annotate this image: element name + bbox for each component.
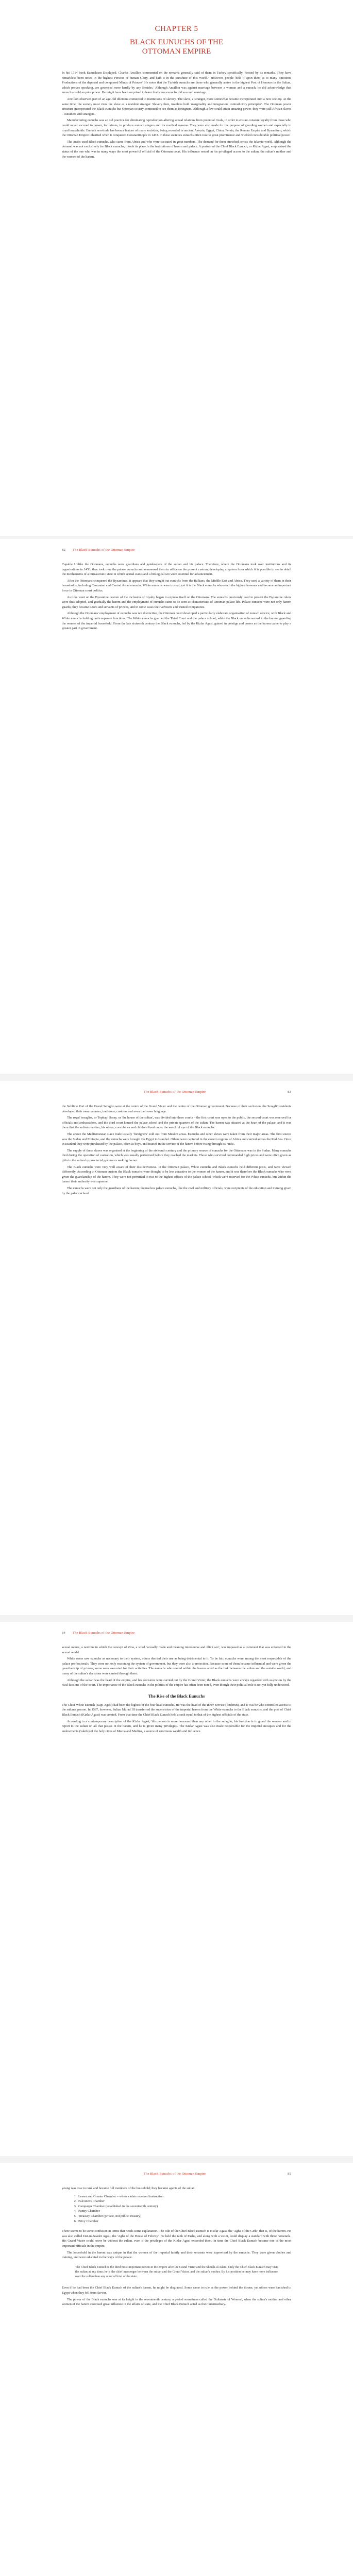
paragraph: The supply of these slaves was organised at the beginning of the sixteenth century and the primary source of eunuchs for the Ottomans was in the Sudan. Many eunuchs died during the operation of castration, which was usually performed before they reached the markets. Those who survived commanded high prices and were often given as gifts to the sultan by provincial governors seeking favour. (62, 1148, 291, 1162)
running-head (62, 539, 291, 552)
section-heading: The Rise of the Black Eunuchs (148, 1693, 205, 1699)
running-head (62, 2163, 291, 2176)
paragraph: Ancillon observed part of an age-old dilemma connected to institutions of slavery. The slave, a stranger, more somewhat became incorporated into a new society. At the same time, the society must view the slave as a resident stranger. Slavery then, involves both 'marginality and integration, contradictory principles'. The Ottoman power structure incorporated the Black eunuchs but Ottoman society continued to see them as foreigners. Although a few could attain amazing power, they were still African slaves – outsiders and strangers. (62, 97, 291, 116)
book-page-4 (0, 1622, 353, 2156)
book-page-2 (0, 539, 353, 1074)
chapter-title (62, 38, 291, 56)
paragraph: There seems to be some confusion in terms that needs some explanation. The title of the Chief Black Eunuch is Kizlar Agasi, the 'Agha of the Girls', that is, of the harem. He was also called Dar-us-Saadet Agasi, the 'Agha of the House of Felicity'. He held the rank of Pasha, and along with a vizier, could display a standard with three horsetails. His Grand Vizier could never be without the sultan, even if the privileges of the Kizlar Agasi exceeded them. In time the Chief Black Eunuch became one of the most important officials in the empire. (62, 2229, 291, 2248)
paragraph: The Chief White Eunuch (Kapi Agasi) had been the highest of the four head eunuchs. He was the head of the Inner Service (Enderun), and it was he who controlled access to the sultan's person. In 1587, however, Sultan Murad III transferred the supervision of the imperial harem from the White eunuchs to the Black eunuchs, and the post of Chief Black Eunuch (Kizlar Agasi) was created. From that time the Chief Black Eunuch held a rank equal to that of the highest officials of the state. (62, 1703, 291, 1717)
paragraph: As time went on the Byzantine custom of the inclusion of royalty began to express itself on the Ottomans. The eunuchs previously used to protect the Byzantine rulers were thus adopted, and gradually the harem and the employment of eunuchs came to be seen as characteristic of Ottoman palace life. Palace eunuchs were not only harem guards; they became tutors and servants of princes, and in some cases their advisers and trusted companions. (62, 595, 291, 609)
book-page-1 (0, 0, 353, 536)
list-item: 5. Treasury Chamber (private, not public treasury) (77, 2214, 291, 2219)
running-head-title: The Black Eunuchs of the Ottoman Empire (72, 1631, 135, 1635)
paragraph: The Arabs used Black eunuchs, who came from Africa and who were castrated in great numbers. The demand for them stretched across the Islamic world. Although the demand was not exclusively for Black eunuchs, it took its place in the institutions of harem and palace. A portrait of the Chief Black Eunuch, or Kizlar Agasi, emphasised the status of the one who was in many ways the most powerful official of the Ottoman court. His influence rested on his privileged access to the sultan, the sultan's mother and the women of the harem. (62, 140, 291, 159)
page-number: 85 (288, 2172, 291, 2176)
paragraph: The Black eunuchs were very well aware of their distinctiveness. In the Ottoman palace, White eunuchs and Black eunuchs held different posts, and were viewed differently. According to Ottoman custom the Black eunuchs were thought to be less attractive to the women of the harem, and it was therefore the Black eunuchs who were given the guardianship of the harem. They were not permitted to rise to the highest offices of the palace school, which were reserved for the White eunuchs, but within the harem their authority was supreme. (62, 1165, 291, 1184)
paragraph: sexual nature, a nervous in which the concept of Zina, a word 'sexually made and meaning intercourse and illicit sex', was imposed as a comment that was enforced in the sexual world. (62, 1646, 291, 1654)
paragraph: young was rose to rank and became full members of the household; they became agents of the sultan. (62, 2187, 196, 2190)
paragraph: Capable Unlike the Ottomans, eunuchs were guardians and gatekeepers of the sultan and his palace. Therefore, where the Ottomans took over institutions and its organisations in 1453, they took over the palace eunuchs and reassessed them to office on the present custom, developing a system from which it is possible to see in detail the mechanisms of a bureaucratic state in which sexual status and a biological sex were essential for advancement. (62, 563, 291, 577)
page-number: 83 (288, 1090, 291, 1094)
paragraph: Although the Ottomans' employment of eunuchs was not distinctive, the Ottoman court developed a particularly elaborate organisation of eunuch service, with Black and White eunuchs holding quite separate functions. The White eunuchs guarded the Third Court and the palace school, while the Black eunuchs served in the harem, guarding the women of the imperial household. From the late sixteenth century the Black eunuchs, led by the Kizlar Agasi, gained in prestige and power as the harem came to play a greater part in government. (62, 612, 291, 631)
paragraph: Manufacturing eunuchs was an old practice for eliminating reproduction-altering sexual relations from potential rivals, in order to ensure constant loyalty from those who could never succeed to power, for crimes, to produce eunuch singers and for medical reasons. They were also made for the purpose of guarding women and especially in royal households. Eunuch servitude has been a feature of many societies, being recorded in ancient Assyria, Egypt, China, Persia, the Roman Empire and Byzantium, which the Ottoman Empire inherited when it conquered Constantinople in 1453. In these societies eunuchs often rose to great prominence and wielded considerable political power. (62, 118, 291, 138)
list-item: 3. Campaign Chamber (established in the seventeenth century) (77, 2204, 291, 2209)
paragraph: The eunuchs were not only the guardians of the harem; themselves palace eunuchs, like the civil and military officials, were recipients of the education and training given by the palace school. (62, 1186, 291, 1195)
block-quote: The Chief Black Eunuch is the third most important person in the empire after the Grand Vizier and the Sheikh-ul-Islam. Only the Chief Black Eunuch may visit the sultan at any time; he is the chief messenger between the sultan and the Grand Vizier, and the sultan's mother. By his position he may have more influence over the sultan than any other official of the state. (75, 2265, 278, 2279)
list-item: 2. Falconer's Chamber (77, 2199, 291, 2204)
paragraph: the Sublime Port of the Grand Seraglio were at the centre of the Grand Vizier and the centre of the Ottoman government. Because of their seclusion, the Seraglio residents developed their own manners, traditions, customs and even their own language. (62, 1105, 291, 1113)
paragraph: Even if he had been the Chief Black Eunuch of the sultan's harem, he might be disgraced. Some came to rule as the power behind the throne, yet others were banished to Egypt when they fell from favour. (62, 2286, 291, 2295)
list-item: 6. Privy Chamber (77, 2219, 291, 2224)
paragraph: After the Ottomans conquered the Byzantines, it appears that they sought out eunuchs from the Balkans, the Middle East and Africa. They used a variety of them in their households, including Caucasian and Central Asian eunuchs. White eunuchs were trusted, yet it is the Black eunuchs who reach the highest honours and became an important force in Ottoman court politics. (62, 579, 291, 592)
chapter-number: CHAPTER 5 (155, 25, 198, 33)
paragraph: The above the Mediterranean slave trade usually 'foreigners' sold out from Muslim areas. Eunuchs and other slaves were taken from their major areas. The first source was the Sudan and Ethiopia, and the eunuchs were brought via Egypt to Istanbul. Others were captured in the eastern regions of Africa and carried across the Red Sea. Once in Istanbul they were purchased by the palace, often as boys, and trained in the service of the harem before rising through its ranks. (62, 1132, 291, 1146)
page-number: 84 (62, 1631, 65, 1635)
running-head-title: The Black Eunuchs of the Ottoman Empire (72, 548, 135, 552)
paragraph: The royal 'seraglio', or Topkapi Saray, or 'the house of the sultan', was divided into three courts – the first court was open to the public, the second court was reserved for officials and ambassadors, and the third court housed the palace school and the private quarters of the sultan. The harem was situated at the heart of the palace, and it was there that the sultan's mother, his wives, concubines and children lived under the watchful eye of the Black eunuchs. (62, 1116, 291, 1130)
page-number: 82 (62, 548, 65, 552)
paragraph: The household in the harem was unique in that the women of the imperial family and their servants were supervised by the eunuchs. They were given clothes and training, and were educated in the ways of the palace. (62, 2250, 291, 2260)
book-page-3 (0, 1081, 353, 1615)
paragraph: Although the sultan was the head of the empire, and his decisions were carried out by the Grand Vizier, the Black eunuchs were always regarded with suspicion by the rival factions of the court. The importance of the Black eunuchs in the politics of the empire has often been noted, even though their political role is not yet fully understood. (62, 1678, 291, 1687)
running-head (62, 1081, 291, 1094)
chapter-title-line-2: OTTOMAN EMPIRE (142, 47, 211, 56)
list-item: 4. Pantry Chamber (77, 2209, 291, 2214)
list-item: 1. Lesser and Greater Chamber – where cadets received instruction (77, 2194, 291, 2199)
paragraph: The power of the Black eunuchs was at its height in the seventeenth century, a period sometimes called the 'Sultanate of Women', when the sultan's mother and other women of the harem exercised great influence in the affairs of state, and the Chief Black Eunuch acted as their intermediary. (62, 2297, 291, 2307)
paragraph: According to a contemporary description of the Kizlar Agasi, 'this person is more honoured than any other in the seraglio; his function is to guard the women and to report to the sultan on all that passes in the harem, and he is given many privileges'. The Kizlar Agasi was also made responsible for the imperial mosques and for the endowments (vakifs) of the holy cities of Mecca and Medina, a source of enormous wealth and influence. (62, 1719, 291, 1733)
book-page-5 (0, 2163, 353, 2576)
running-head (62, 1622, 291, 1635)
paragraph: While some saw eunuchs as necessary to their system, others decried their use as being detrimental to it. To be fair, eunuchs were among the most respectable of the palace professionals. They were not only reasoning the system of government, but they were also a protection. Because some of them became influential and were given the guardianship of princes, some were executed for their activities. The eunuchs who served within the harem acted as the link between the sultan and the outside world, and many of the sultan's decisions were carried through them. (62, 1657, 291, 1675)
paragraph: In his 1714 book Eunuchism Displayed, Charles Ancillon commented on the remarks generally said of them in Turkey specifically. Fretted by its remarks. They have remarkless been noted in the highest Persons of human Glory, and hath it in the Sunshine of this World." However, people 'held it upon them as to many Emotions Productions of the deposed and conquered Minds of Princes'. He notes that the Turkish eunuchs are those who generally arrive in the highest Post of Honours in the Sultan, which proves speaking, are governed more hardly by any Besides.' Although Ancillon was against marriage between a woman and a eunuch, he did acknowledge that eunuchs could acquire power. He might have been surprised to learn that some eunuchs did succeed marriage. (62, 71, 291, 95)
offices-list (62, 2194, 291, 2224)
chapter-title-line-1: BLACK EUNUCHS OF THE (130, 38, 223, 46)
running-head-title: The Black Eunuchs of the Ottoman Empire (143, 1090, 206, 1094)
running-head-title: The Black Eunuchs of the Ottoman Empire (143, 2172, 206, 2176)
